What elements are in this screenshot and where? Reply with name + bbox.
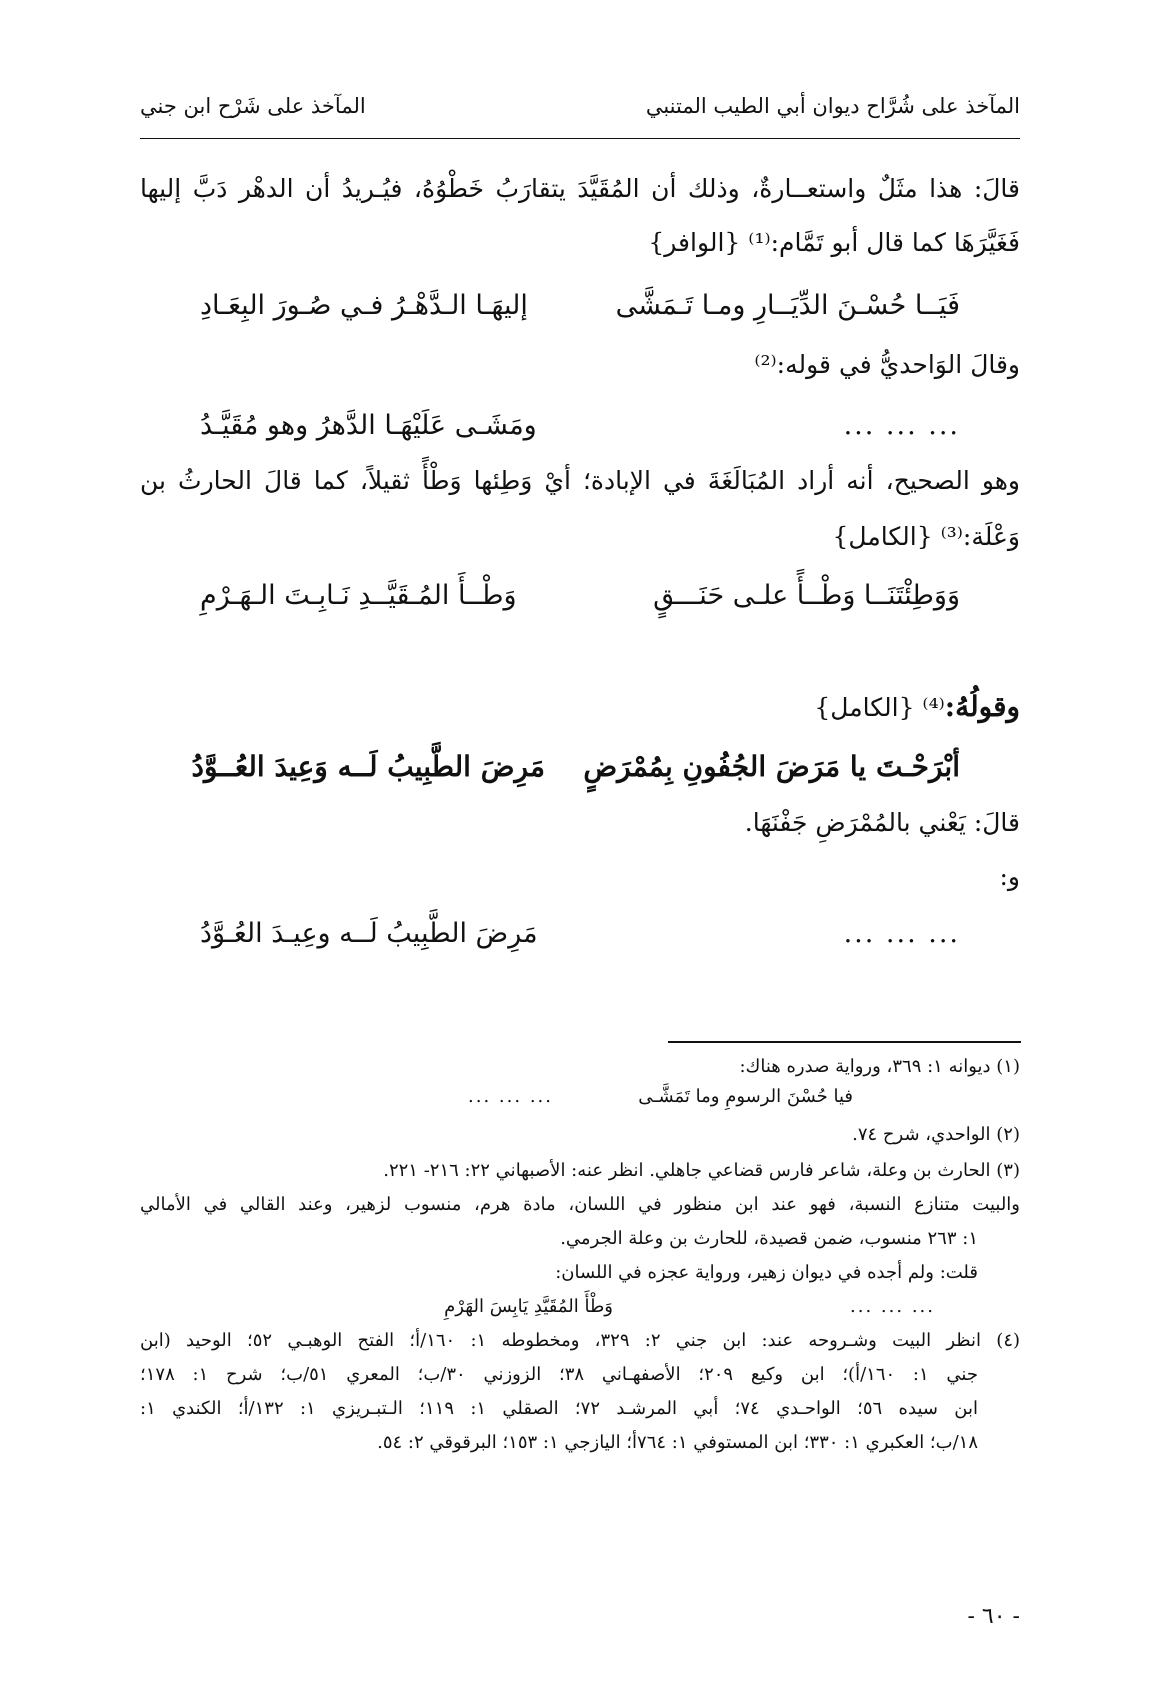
footnote-line: ١٨/ب؛ العكبري ١: ٣٣٠؛ ابن المستوفي ١: ٧٦٤أ؛ اليازجي ١: ١٥٣؛ البرقوقي ٢: ٥٤. <box>377 1432 978 1453</box>
footnote-verse-second: وَطْأَ المُقَيَّدِ يَابِسَ الهَرْمِ <box>444 1296 613 1317</box>
page-number: - ٦٠ - <box>967 1604 1020 1629</box>
footnote-verse-second-elided: ... ... ... <box>468 1086 553 1107</box>
verse-first-hemistich: أبْرَحْـتَ يا مَرَضَ الجُفُونِ بِمُمْرَضٍ <box>583 750 960 783</box>
footnote-line: جني ١: ١٦٠/أ)؛ ابن وكيع ٢٠٩؛ الأصفهـاني ٣٨؛ الزوزني ٣٠/ب؛ المعري ٥١/ب؛ شرح ١: ١٧٨؛ <box>140 1364 978 1385</box>
verse-second-hemistich: مَرِضَ الطَّبِيبُ لَــه وَعِيدَ العُــوَّدُ <box>191 750 545 783</box>
footnote-line: والبيت متنازع النسبة، فهو عند ابن منظور في اللسان، مادة هرم، منسوب لزهير، وعند القالي في الأمالي <box>140 1194 1020 1215</box>
paragraph-line: قالَ: هذا مثَلٌ واستعــارةٌ، وذلك أن المُقَيَّدَ يتقارَبُ خَطْوُهُ، فيُـريدُ أن الدهْر دَبَّ إليها <box>140 174 1020 203</box>
paragraph-line: وهو الصحيح، أنه أراد المُبَالَغَةَ في الإبادة؛ أيْ وَطِئها وَطْأً ثقيلاً، كما قالَ الحارثُ بن <box>140 466 1020 495</box>
entry-meter: ⁽⁴⁾ {الكامل} <box>814 693 945 722</box>
paragraph-line: وَعْلَة:⁽³⁾ {الكامل} <box>832 522 1020 551</box>
verse-second-hemistich: إليهَـا الـدَّهْـرُ فـي صُـورَ البِعَـادِ <box>200 290 528 321</box>
running-header-section-title: المآخذ على شَرْح ابن جني <box>140 94 366 118</box>
verse-first-hemistich-elided: ... ... ... <box>843 918 960 949</box>
footnote-line: (٤) انظر البيت وشـروحه عند: ابن جني ٢: ٣٢٩، ومخطوطه ١: ١٦٠/أ؛ الفتح الوهبـي ٥٢؛ الوحيد (ابن <box>140 1330 1021 1351</box>
running-header-book-title: المآخذ على شُرَّاح ديوان أبي الطيب المتنبي <box>645 94 1020 118</box>
footnote-rule <box>668 1041 1021 1043</box>
paragraph-line: وقالَ الوَاحديُّ في قوله:⁽²⁾ <box>754 350 1020 379</box>
footnote-verse-first-elided: ... ... ... <box>850 1296 935 1317</box>
main-verse <box>191 750 960 794</box>
verse <box>200 918 960 962</box>
footnote-line: (٢) الواحدي، شرح ٧٤. <box>852 1124 1020 1145</box>
paragraph-line: قالَ: يَعْني بالمُمْرَضِ جَفْنَهَا. <box>744 808 1020 837</box>
verse <box>200 580 960 624</box>
entry-label: وقولُهُ: <box>944 690 1020 723</box>
verse-second-hemistich: ومَشَـى عَلَيْهَـا الدَّهرُ وهو مُقَيَّـدُ <box>200 410 537 441</box>
paragraph-line: و: <box>999 862 1020 891</box>
verse-first-hemistich: وَوَطِئْتَنَــا وَطْــأً علـى حَنَـــقٍ <box>653 580 960 611</box>
verse <box>200 410 960 454</box>
footnote-verse-first: فيا حُسْنَ الرسومِ وما تَمَشَّـى <box>638 1086 853 1107</box>
header-rule <box>140 138 1020 139</box>
verse-second-hemistich: مَرِضَ الطَّبِيبُ لَــه وعِيـدَ العُـوَّدُ <box>200 918 538 949</box>
running-header <box>140 88 1020 128</box>
footnote-line: (٣) الحارث بن وعلة، شاعر فارس قضاعي جاهلي. انظر عنه: الأصبهاني ٢٢: ٢١٦- ٢٢١. <box>383 1160 1020 1181</box>
paragraph-line: فَغَيَّرَهَا كما قال أبو تَمَّام:⁽¹⁾ {الوافر} <box>648 228 1020 257</box>
footnote-line: (١) ديوانه ١: ٣٦٩، ورواية صدره هناك: <box>739 1056 1020 1077</box>
verse-first-hemistich: فَيَــا حُسْـنَ الدِّيَــارِ ومـا تَـمَشَّى <box>615 290 960 321</box>
entry-heading <box>140 690 1020 723</box>
footnote-line: ١: ٢٦٣ منسوب، ضمن قصيدة، للحارث بن وعلة الجرمي. <box>560 1228 978 1249</box>
verse-second-hemistich: وَطْــأَ المُـقَيَّــدِ نَـابِـتَ الـهَـرْمِ <box>200 580 517 611</box>
verse <box>200 290 960 334</box>
footnote-line: ابن سيده ٥٦؛ الواحـدي ٧٤؛ أبي المرشـد ٧٢؛ الصقلي ١: ١١٩؛ الـتبـريزي ١: ١٣٢/أ؛ الكندي ١: <box>140 1398 979 1419</box>
footnote-line: قلت: ولم أجده في ديوان زهير، ورواية عجزه في اللسان: <box>555 1262 978 1283</box>
verse-first-hemistich-elided: ... ... ... <box>843 410 960 441</box>
